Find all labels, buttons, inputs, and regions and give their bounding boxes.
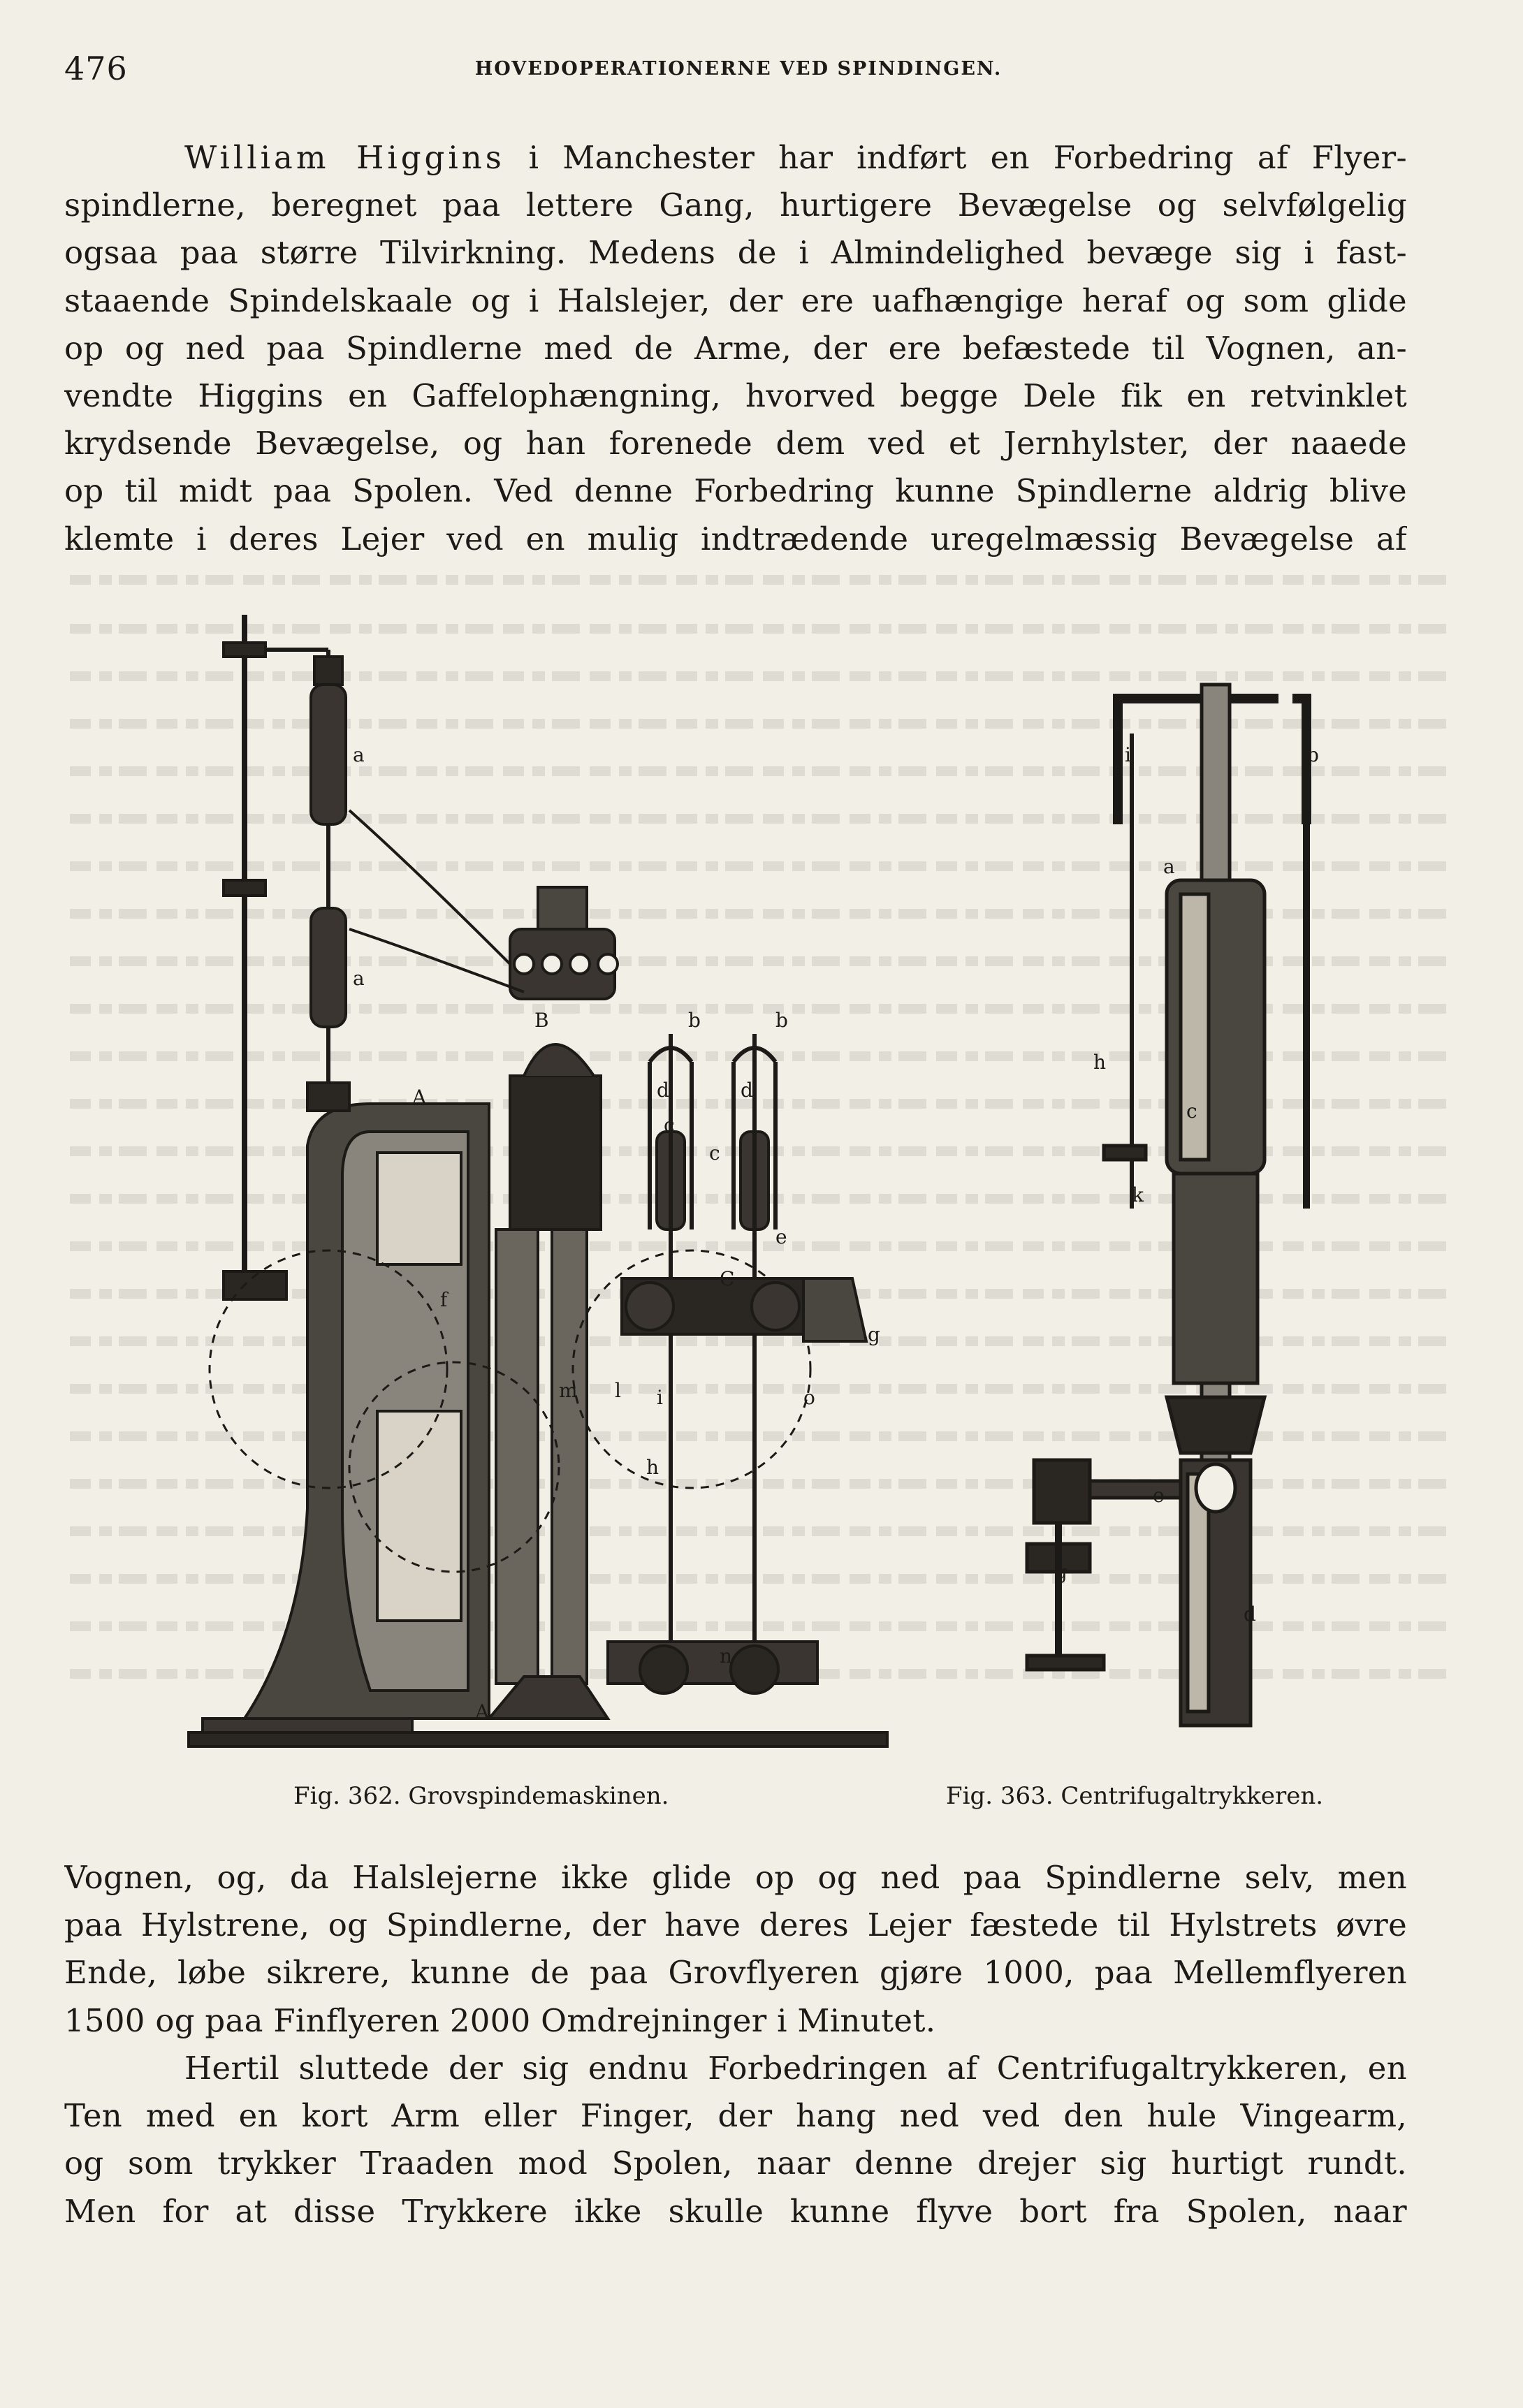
fig362-label: o: [803, 1386, 815, 1409]
fig362-label: d: [657, 1079, 669, 1102]
fig363-label: k: [1132, 1183, 1144, 1206]
paragraph-1-line: op til midt paa Spolen. Ved denne Forbedring kunne Spindlerne aldrig blive: [64, 472, 1407, 510]
paragraph-3: [64, 2045, 1407, 2235]
page-number: 476: [64, 50, 128, 87]
paragraph-1-line: krydsende Bevægelse, og han forenede dem ved et Jernhylster, der naaede: [64, 425, 1407, 462]
paragraph-1: [64, 134, 1407, 563]
fig362-label: c: [664, 1114, 675, 1137]
fig362-label: a: [353, 967, 365, 990]
paragraph-2-line: paa Hylstrene, og Spindlerne, der have deres Lejer fæstede til Hylstrets øvre: [64, 1906, 1407, 1944]
fig363-label: e: [1153, 1484, 1165, 1507]
paragraph-3-line: Hertil sluttede der sig endnu Forbedringen af Centrifugaltrykkeren, en: [184, 2050, 1407, 2087]
paragraph-1-line: klemte i deres Lejer ved en mulig indtrædende uregelmæssig Bevægelse af: [64, 520, 1407, 557]
paragraph-1-line: staaende Spindelskaale og i Halslejer, der ere uafhængige heraf og som glide: [64, 282, 1407, 319]
fig362-label: h: [646, 1456, 660, 1479]
fig362-label: g: [868, 1323, 880, 1346]
running-title: HOVEDOPERATIONERNE VED SPINDINGEN.: [474, 58, 1003, 80]
fig363-label: a: [1163, 855, 1175, 878]
fig362-caption: Fig. 362. Grovspindemaskinen.: [293, 1782, 669, 1810]
fig362-label: C: [720, 1267, 735, 1290]
figures-engraving: [161, 601, 1418, 1760]
fig362-label: n: [720, 1644, 733, 1668]
fig362-label: b: [775, 1009, 788, 1032]
fig362-label: A: [475, 1700, 490, 1723]
paragraph-2-line: 1500 og paa Finflyeren 2000 Omdrejninger i Minutet.: [64, 2001, 936, 2039]
paragraph-3-line: Men for at disse Trykkere ikke skulle kunne flyve bort fra Spolen, naar: [64, 2192, 1407, 2230]
fig363-caption: Fig. 363. Centrifugaltrykkeren.: [946, 1782, 1324, 1810]
text-run: i Manchester har indført en Forbedring af Flyer-: [504, 139, 1407, 176]
paragraph-1-line: ogsaa paa større Tilvirkning. Medens de i Almindelighed bevæge sig i fast-: [64, 234, 1407, 272]
paragraph-2-line: Ende, løbe sikrere, kunne de paa Grovflyeren gjøre 1000, paa Mellemflyeren: [64, 1954, 1407, 1992]
fig362-label: A: [412, 1086, 427, 1109]
fig362-label: b: [688, 1009, 701, 1032]
paragraph-2-line: Vognen, og, da Halslejerne ikke glide op og ned paa Spindlerne selv, men: [64, 1859, 1407, 1896]
fig363-label: d: [1244, 1603, 1256, 1626]
fig363-label: g: [1055, 1561, 1067, 1584]
paragraph-1-line: op og ned paa Spindlerne med de Arme, der ere befæstede til Vognen, an-: [64, 329, 1407, 367]
fig362-label: i: [657, 1386, 663, 1409]
fig362-label: a: [353, 743, 365, 766]
paragraph-2: [64, 1854, 1407, 2045]
fig362-label: f: [440, 1288, 448, 1311]
paragraph-3-line: Ten med en kort Arm eller Finger, der hang ned ved den hule Vingearm,: [64, 2097, 1407, 2135]
fig362-label: m: [559, 1379, 578, 1402]
author-name: William Higgins: [184, 139, 505, 176]
fig362-label: l: [615, 1379, 621, 1402]
fig362-label: e: [775, 1225, 787, 1248]
paragraph-3-line: og som trykker Traaden mod Spolen, naar denne drejer sig hurtigt rundt.: [64, 2145, 1407, 2182]
fig362-label: c: [709, 1141, 720, 1165]
fig363-label: c: [1186, 1100, 1197, 1123]
fig363-label: h: [1093, 1051, 1107, 1074]
running-head: [64, 46, 1413, 91]
fig362-label: d: [741, 1079, 753, 1102]
paragraph-1-line: vendte Higgins en Gaffelophængning, hvorved begge Dele fik en retvinklet: [64, 377, 1407, 414]
fig363-label: b: [1306, 743, 1319, 766]
fig362-label: B: [534, 1009, 549, 1032]
fig363-drawing: [1027, 685, 1306, 1725]
fig362-drawing: [189, 615, 887, 1746]
paragraph-1-line: spindlerne, beregnet paa lettere Gang, hurtigere Bevægelse og selvfølgelig: [64, 187, 1407, 224]
paragraph-1-line: [64, 134, 1407, 182]
fig363-label: i: [1125, 743, 1131, 766]
